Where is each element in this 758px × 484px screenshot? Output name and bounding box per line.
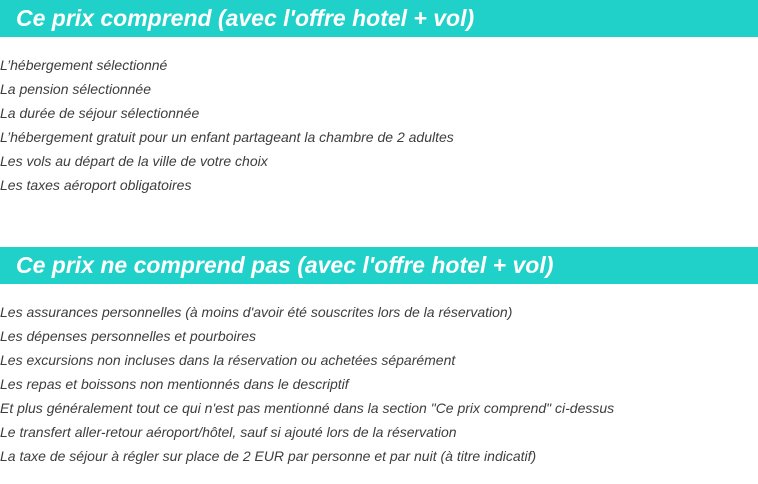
included-list: [0, 53, 454, 197]
excluded-item: Les dépenses personnelles et pourboires: [0, 328, 257, 344]
excluded-item: La taxe de séjour à régler sur place de 2 EUR par personne et par nuit (à titre indicatif): [0, 448, 537, 464]
excluded-item: Le transfert aller-retour aéroport/hôtel, sauf si ajouté lors de la réservation: [0, 424, 457, 440]
included-section-title: Ce prix comprend (avec l'offre hotel + vol): [0, 0, 758, 37]
included-item: La durée de séjour sélectionnée: [0, 105, 200, 121]
excluded-section-title: Ce prix ne comprend pas (avec l'offre hotel + vol): [0, 247, 758, 284]
excluded-item: Les repas et boissons non mentionnés dans le descriptif: [0, 376, 349, 392]
excluded-item: Et plus généralement tout ce qui n'est pas mentionné dans la section "Ce prix comprend" ci-dessus: [0, 400, 615, 416]
included-item: Les vols au départ de la ville de votre choix: [0, 153, 268, 169]
included-item: Les taxes aéroport obligatoires: [0, 177, 192, 193]
included-item: L’hébergement gratuit pour un enfant partageant la chambre de 2 adultes: [0, 129, 454, 145]
excluded-item: Les excursions non incluses dans la réservation ou achetées séparément: [0, 352, 456, 368]
included-item: La pension sélectionnée: [0, 81, 152, 97]
excluded-item: Les assurances personnelles (à moins d'avoir été souscrites lors de la réservation): [0, 304, 513, 320]
excluded-list: [0, 300, 614, 468]
included-item: L’hébergement sélectionné: [0, 57, 168, 73]
